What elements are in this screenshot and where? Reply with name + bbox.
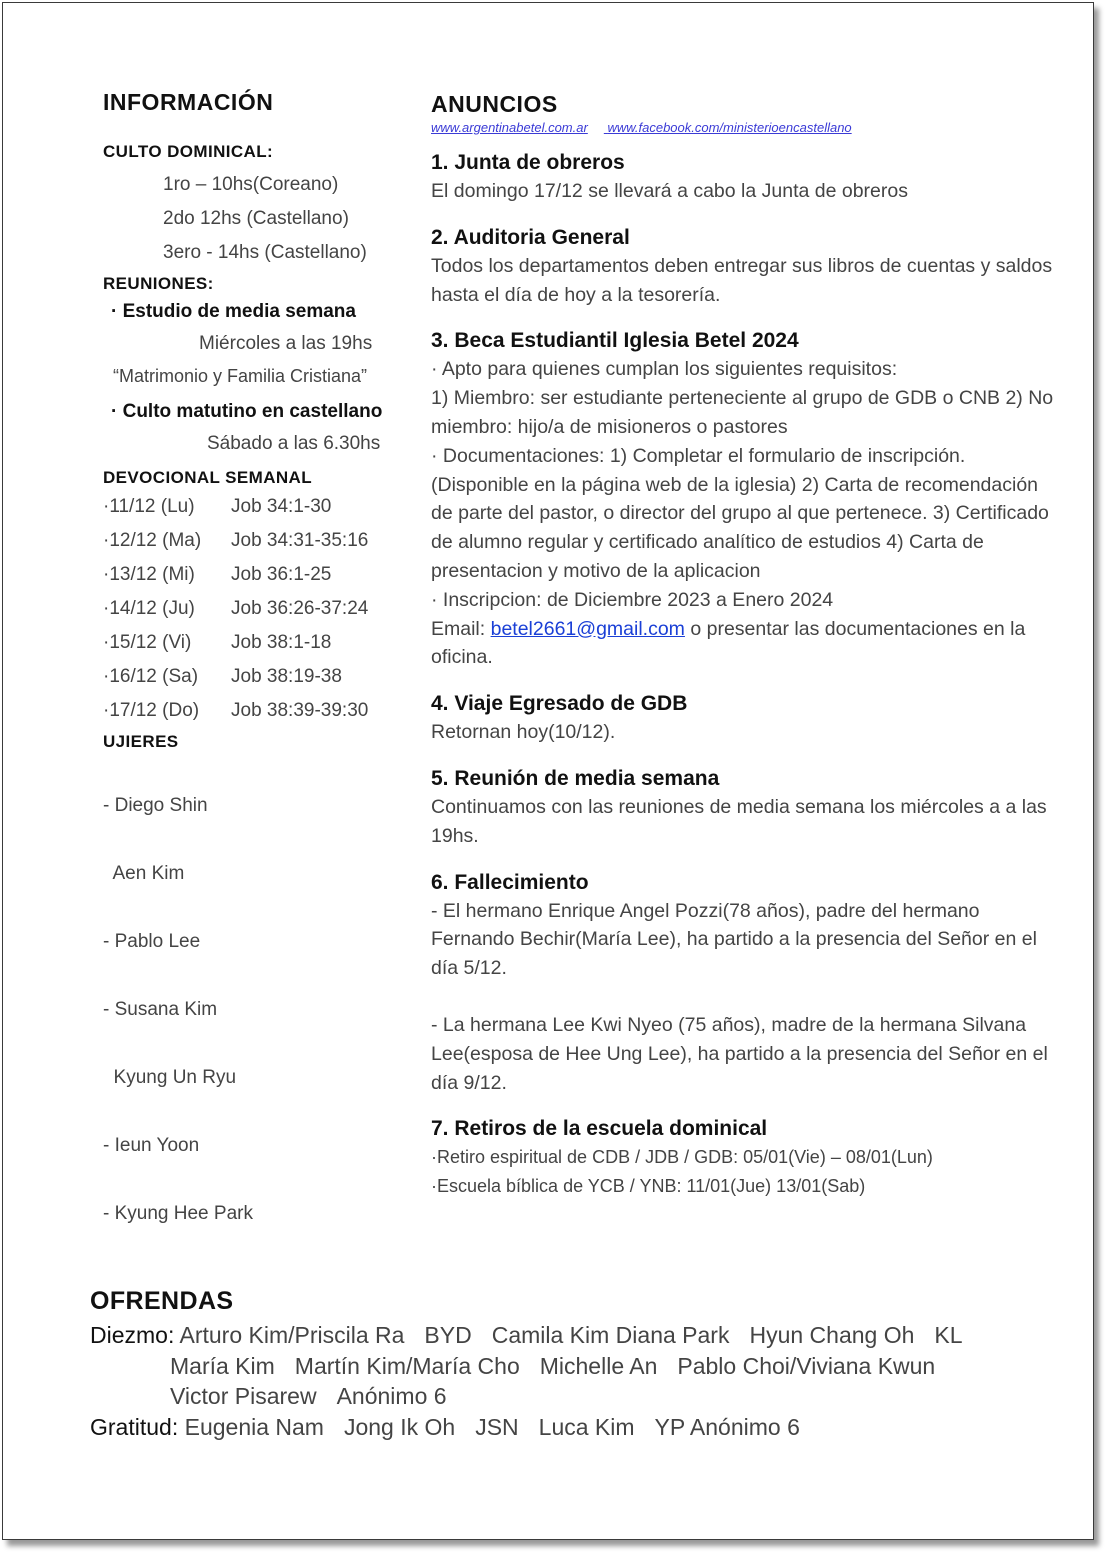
anuncio-body: 1) Miembro: ser estudiante perteneciente al grupo de GDB o CNB 2) No miembro: hijo/a de misioneros o pastores	[431, 387, 1054, 438]
ofrendas-title: OFRENDAS	[90, 1287, 234, 1315]
anuncio-title: 1. Junta de obreros	[431, 151, 625, 174]
reunion-time: Miércoles a las 19hs	[199, 333, 373, 354]
donor-name: María Kim	[170, 1352, 275, 1379]
devocional-ref: Job 34:31-35:16	[231, 530, 369, 551]
anuncio-body: · Inscripcion: de Diciembre 2023 a Enero 2024	[431, 588, 834, 611]
donor-name: Victor Pisarew	[170, 1383, 317, 1409]
reunion-title: · Estudio de media semana	[111, 301, 356, 322]
links-row	[431, 120, 1061, 135]
culto-list	[103, 168, 413, 270]
anuncio-1	[431, 149, 1061, 206]
devocional-ref: Job 38:19-38	[231, 666, 342, 687]
donor-name: Arturo Kim/Priscila Ra	[179, 1322, 405, 1348]
anuncio-7	[431, 1115, 1061, 1201]
donor-name: Luca Kim	[538, 1413, 635, 1440]
diezmo-row	[90, 1320, 1050, 1351]
ujier-name: - Kyung Hee Park	[103, 1203, 253, 1224]
devocional-day: ·15/12 (Vi)	[103, 632, 192, 653]
info-title: INFORMACIÓN	[103, 89, 274, 115]
anuncio-body: · Apto para quienes cumplan los siguientes requisitos:	[431, 358, 898, 381]
ujier-name: - Ieun Yoon	[103, 1135, 200, 1156]
facebook-link[interactable]: www.facebook.com/ministerioencastellano	[607, 120, 852, 135]
reuniones-title: REUNIONES:	[103, 274, 214, 293]
ujieres-title: UJIERES	[103, 732, 179, 751]
ujieres-list	[103, 754, 413, 1266]
email-link[interactable]: betel2661@gmail.com	[490, 617, 685, 640]
donor-name: JSN	[475, 1413, 519, 1440]
donor-name: Pablo Choi/Viviana Kwun	[677, 1352, 936, 1379]
anuncio-body: ·Escuela bíblica de YCB / YNB: 11/01(Jue) 13/01(Sab)	[431, 1176, 866, 1197]
anuncio-3	[431, 327, 1061, 672]
devocional-day: ·12/12 (Ma)	[103, 530, 202, 551]
donor-name: Eugenia Nam	[184, 1413, 324, 1440]
email-label: Email:	[431, 617, 491, 640]
diezmo-row	[90, 1381, 1050, 1412]
anuncio-body: Retornan hoy(10/12).	[431, 721, 616, 744]
devocional-day: ·13/12 (Mi)	[103, 564, 195, 585]
ujier-name: - Pablo Lee	[103, 931, 201, 952]
anuncio-body: ·Retiro espiritual de CDB / JDB / GDB: 05/01(Vie) – 08/01(Lun)	[431, 1147, 933, 1168]
devocional-day: ·14/12 (Ju)	[103, 598, 195, 619]
devocional-ref: Job 36:26-37:24	[231, 598, 369, 619]
ofrendas-section	[90, 1287, 1050, 1442]
anuncio-title: 5. Reunión de media semana	[431, 766, 720, 790]
donor-name: Jong Ik Oh	[343, 1413, 456, 1440]
reunion-time: Sábado a las 6.30hs	[207, 433, 381, 454]
diezmo-row	[90, 1351, 1050, 1382]
devocional-row	[103, 660, 413, 694]
spacer	[431, 983, 1061, 1011]
donor-name: Camila Kim Diana Park	[491, 1322, 730, 1348]
anuncio-title: 3. Beca Estudiantil Iglesia Betel 2024	[431, 329, 799, 353]
gratitud-label: Gratitud:	[90, 1413, 185, 1440]
anuncio-title: 7. Retiros de la escuela dominical	[431, 1117, 768, 1141]
anuncio-title: 6. Fallecimiento	[431, 870, 589, 894]
devocional-ref: Job 36:1-25	[231, 564, 332, 585]
devocional-day: ·16/12 (Sa)	[103, 666, 199, 687]
ujier-name: - Susana Kim	[103, 999, 218, 1020]
bulletin-page	[2, 2, 1094, 1540]
email-rest: o presentar las documentaciones en la oficina.	[431, 617, 1026, 669]
devocional-row	[103, 524, 413, 558]
devocional-row	[103, 558, 413, 592]
devocional-ref: Job 38:1-18	[231, 632, 332, 653]
devocional-row	[103, 592, 413, 626]
anuncio-5	[431, 765, 1061, 851]
culto-title: CULTO DOMINICAL:	[103, 142, 274, 161]
diezmo-label: Diezmo:	[90, 1322, 180, 1348]
devocional-row	[103, 490, 413, 524]
anuncio-title: 2. Auditoria General	[431, 225, 630, 249]
anuncio-body: Todos los departamentos deben entregar sus libros de cuentas y saldos hasta el día de hoy a la tesorería.	[431, 254, 1053, 306]
donor-name: Anónimo 6	[336, 1383, 447, 1409]
ujier-name: Kyung Un Ryu	[103, 1067, 237, 1088]
reuniones-list	[103, 296, 413, 460]
anuncio-6	[431, 869, 1061, 1098]
culto-line: 2do 12hs (Castellano)	[163, 208, 349, 229]
anuncios-title: ANUNCIOS	[431, 91, 558, 117]
devocional-ref: Job 34:1-30	[231, 496, 332, 517]
info-column	[103, 89, 413, 1266]
devocional-list	[103, 490, 413, 728]
devocional-row	[103, 694, 413, 728]
devocional-title: DEVOCIONAL SEMANAL	[103, 468, 313, 487]
anuncio-body: · Documentaciones: 1) Completar el formulario de inscripción. (Disponible en la página web de la iglesia) 2) Carta de recomendación de parte del pastor, o director del grupo al que pertenece. 3) Certificado de alumno regular y certificado analítico de estudios 4) Carta de presentacion y motivo de la aplicacion	[431, 444, 1049, 582]
reunion-note: “Matrimonio y Familia Cristiana”	[113, 366, 368, 386]
devocional-row	[103, 626, 413, 660]
website-link[interactable]: www.argentinabetel.com.ar	[431, 120, 588, 135]
anuncio-body: Continuamos con las reuniones de media semana los miércoles a a las 19hs.	[431, 795, 1047, 847]
anuncio-2	[431, 224, 1061, 310]
devocional-day: ·11/12 (Lu)	[103, 496, 195, 517]
donor-name: YP Anónimo 6	[654, 1413, 800, 1440]
ujier-name: Aen Kim	[103, 863, 185, 884]
gratitud-row	[90, 1412, 1050, 1443]
culto-line: 1ro – 10hs(Coreano)	[163, 174, 339, 195]
donor-name: Martín Kim/María Cho	[294, 1352, 520, 1379]
anuncio-body: - El hermano Enrique Angel Pozzi(78 años), padre del hermano Fernando Bechir(María Lee), ha partido a la presencia del Señor en el día 5/12.	[431, 899, 1037, 980]
ujier-name: - Diego Shin	[103, 795, 208, 816]
anuncios-column	[431, 91, 1061, 1201]
donor-name: Hyun Chang Oh	[749, 1322, 915, 1348]
reunion-title: · Culto matutino en castellano	[111, 401, 383, 422]
anuncio-email-line	[431, 615, 1061, 673]
devocional-ref: Job 38:39-39:30	[231, 700, 369, 721]
devocional-day: ·17/12 (Do)	[103, 700, 200, 721]
donor-name: Michelle An	[539, 1352, 658, 1379]
anuncio-4	[431, 690, 1061, 747]
anuncio-body: - La hermana Lee Kwi Nyeo (75 años), madre de la hermana Silvana Lee(esposa de Hee Ung Lee), ha partido a la presencia del Señor en el día 9/12.	[431, 1013, 1048, 1094]
anuncio-body: El domingo 17/12 se llevará a cabo la Junta de obreros	[431, 180, 908, 202]
donor-name: KL	[934, 1322, 963, 1348]
culto-line: 3ero - 14hs (Castellano)	[163, 242, 367, 263]
anuncio-title: 4. Viaje Egresado de GDB	[431, 692, 688, 716]
donor-name: BYD	[424, 1322, 472, 1348]
